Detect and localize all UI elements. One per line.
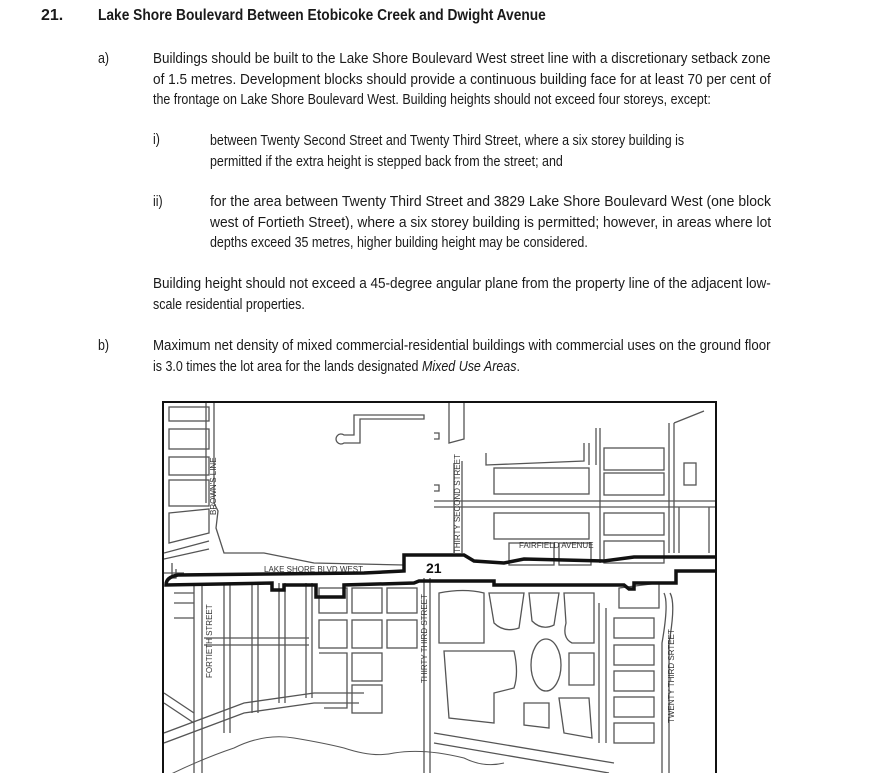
block <box>604 448 664 470</box>
mixed-use-areas-term: Mixed Use Areas <box>421 358 517 375</box>
street <box>596 428 600 563</box>
sub-item-ii-line: for the area between Twenty Third Street and 3829 Lake Shore Boulevard West (one block <box>210 194 771 210</box>
clause-a-line: of 1.5 metres. Development blocks should provide a continuous building face for at least 70 per cent of <box>153 71 771 88</box>
block <box>684 463 696 485</box>
lake-shore-blvd-label: LAKE SHORE BLVD WEST <box>264 565 363 574</box>
clause-a-line: Buildings should be built to the Lake Shore Boulevard West street line with a discretionary setback zone <box>153 51 771 67</box>
block <box>169 509 209 543</box>
street <box>486 443 589 465</box>
fairfield-avenue-label: FAIRFIELD AVENUE <box>519 541 594 550</box>
sub-item-ii-line: depths exceed 35 metres, higher building height may be considered. <box>210 235 588 251</box>
clause-a-closing <box>153 274 771 315</box>
clause-b-line: Maximum net density of mixed commercial-residential buildings with commercial uses on the ground floor <box>153 338 771 354</box>
shoreline <box>169 737 504 773</box>
block <box>604 513 664 535</box>
block <box>604 473 664 495</box>
street <box>669 411 704 553</box>
closing-line: Building height should not exceed a 45-degree angular plane from the property line of the adjacent low- <box>153 276 771 292</box>
block <box>494 513 589 539</box>
street <box>449 403 464 443</box>
map-drawing <box>164 403 717 773</box>
section-title: Lake Shore Boulevard Between Etobicoke Creek and Dwight Avenue <box>98 7 546 24</box>
south-grid <box>164 578 430 773</box>
block <box>169 407 209 421</box>
sub-item-ii-line: west of Fortieth Street), where a six storey building is permitted; however, in areas where lot <box>210 214 772 231</box>
closing-line: scale residential properties. <box>153 296 305 313</box>
clause-b-line2-end: . <box>516 358 520 375</box>
clause-b-label: b) <box>98 338 110 354</box>
curved-subdivision <box>434 583 673 773</box>
sub-item-i-label: i) <box>153 132 160 148</box>
fortieth-street-label: FORTIETH STREET <box>205 604 214 678</box>
block <box>169 429 209 449</box>
thirty-second-street-label: THIRTY SECOND STREET <box>453 454 462 553</box>
sub-item-ii-text <box>210 192 771 254</box>
sub-item-i-line: between Twenty Second Street and Twenty Third Street, where a six storey building is <box>210 133 685 149</box>
block <box>169 480 209 506</box>
sub-item-i-line: permitted if the extra height is stepped back from the street; and <box>210 153 563 170</box>
street-stub <box>434 433 439 491</box>
clause-a-text <box>153 49 771 111</box>
sub-item-i-text <box>210 131 771 172</box>
thirty-third-street-label: THIRTY THIRD STREET <box>420 594 429 683</box>
clause-a-line: the frontage on Lake Shore Boulevard West. Building heights should not exceed four storeys, except: <box>153 92 711 108</box>
sub-item-ii-label: ii) <box>153 194 163 210</box>
area-map <box>162 401 717 773</box>
street <box>679 507 709 553</box>
browns-line-street <box>214 403 404 565</box>
twenty-third-street-label: TWENTY THIRD SRTEET <box>667 629 676 723</box>
block <box>494 468 589 494</box>
clause-a-label: a) <box>98 51 110 67</box>
street <box>164 541 209 559</box>
section-number: 21. <box>41 7 64 24</box>
clause-b-text <box>153 336 771 377</box>
browns-line-label: BROWN'S LINE <box>209 457 218 515</box>
clause-b-line <box>153 357 684 378</box>
block <box>169 457 209 475</box>
clause-b-line2-text: is 3.0 times the lot area for the lands designated <box>153 358 422 375</box>
area-21-label: 21 <box>426 560 442 576</box>
cul-de-sac <box>336 415 424 444</box>
